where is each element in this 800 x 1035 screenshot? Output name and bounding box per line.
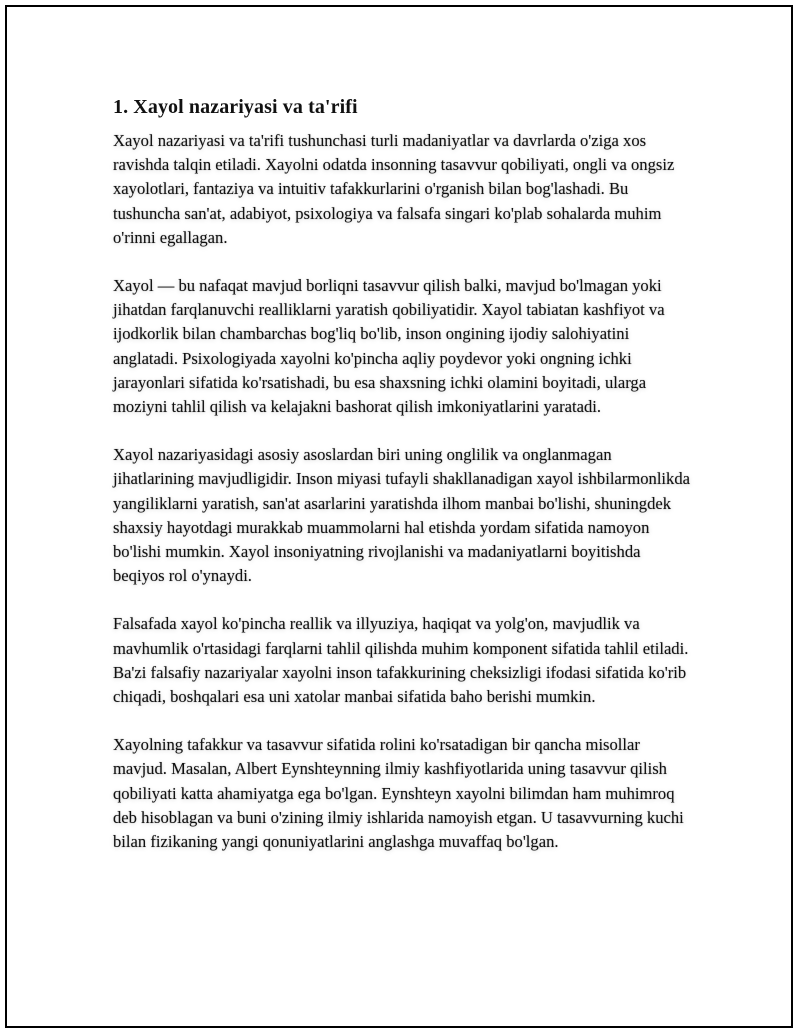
section-heading: 1. Xayol nazariyasi va ta'rifi bbox=[113, 96, 358, 118]
paragraph-4: Falsafada xayol ko'pincha reallik va illyuziya, haqiqat va yolg'on, mavjudlik va mavhumlik o'rtasidagi farqlarni tahlil qilishda muhim komponent sifatida tahlil etiladi. Ba'zi falsafiy nazariyalar xayolni inson tafakkurining cheksizligi ifodasi sifatida ko'rib chiqadi, boshqalari esa uni xatolar manbai sifatida baho berishi mumkin. bbox=[113, 614, 689, 707]
paragraph-5: Xayolning tafakkur va tasavvur sifatida rolini ko'rsatadigan bir qancha misollar mavjud. Masalan, Albert Eynshteynning ilmiy kashfiyotlarida uning tasavvur qilish qobiliyati katta ahamiyatga ega bo'lgan. Eynshteyn xayolni bilimdan ham muhimroq deb hisoblagan va buni o'zining ilmiy ishlarida namoyish etgan. U tasavvurning kuchi bilan fizikaning yangi qonuniyatlarini anglashga muvaffaq bo'lgan. bbox=[113, 735, 684, 852]
paragraph-3: Xayol nazariyasidagi asosiy asoslardan biri uning onglilik va onglanmagan jihatlarining mavjudligidir. Inson miyasi tufayli shakllanadigan xayol ishbilarmonlikda yangiliklarni yaratish, san'at asarlarini yaratishda ilhom manbai bo'lishi, shuningdek shaxsiy hayotdagi murakkab muammolarni hal etishda yordam sifatida namoyon bo'lishi mumkin. Xayol insoniyatning rivojlanishi va madaniyatlarni boyitishda beqiyos rol o'ynaydi. bbox=[113, 445, 690, 586]
paragraph-1: Xayol nazariyasi va ta'rifi tushunchasi turli madaniyatlar va davrlarda o'ziga xos ravishda talqin etiladi. Xayolni odatda insonning tasavvur qobiliyati, ongli va ongsiz xayolotlari, fantaziya va intuitiv tafakkurlarini o'rganish bilan bog'lashadi. Bu tushuncha san'at, adabiyot, psixologiya va falsafa singari ko'plab sohalarda muhim o'rinni egallagan. bbox=[113, 131, 675, 247]
paragraph-2: Xayol — bu nafaqat mavjud borliqni tasavvur qilish balki, mavjud bo'lmagan yoki jihatdan farqlanuvchi realliklarni yaratish qobiliyatidir. Xayol tabiatan kashfiyot va ijodkorlik bilan chambarchas bog'liq bo'lib, inson ongining ijodiy salohiyatini anglatadi. Psixologiyada xayolni ko'pincha aqliy poydevor yoki ongning ichki jarayonlari sifatida ko'rsatishadi, bu esa shaxsning ichki olamini boyitadi, ularga moziyni tahlil qilish va kelajakni bashorat qilish imkoniyatlarini yaratadi. bbox=[113, 276, 665, 417]
document-body bbox=[113, 94, 693, 878]
